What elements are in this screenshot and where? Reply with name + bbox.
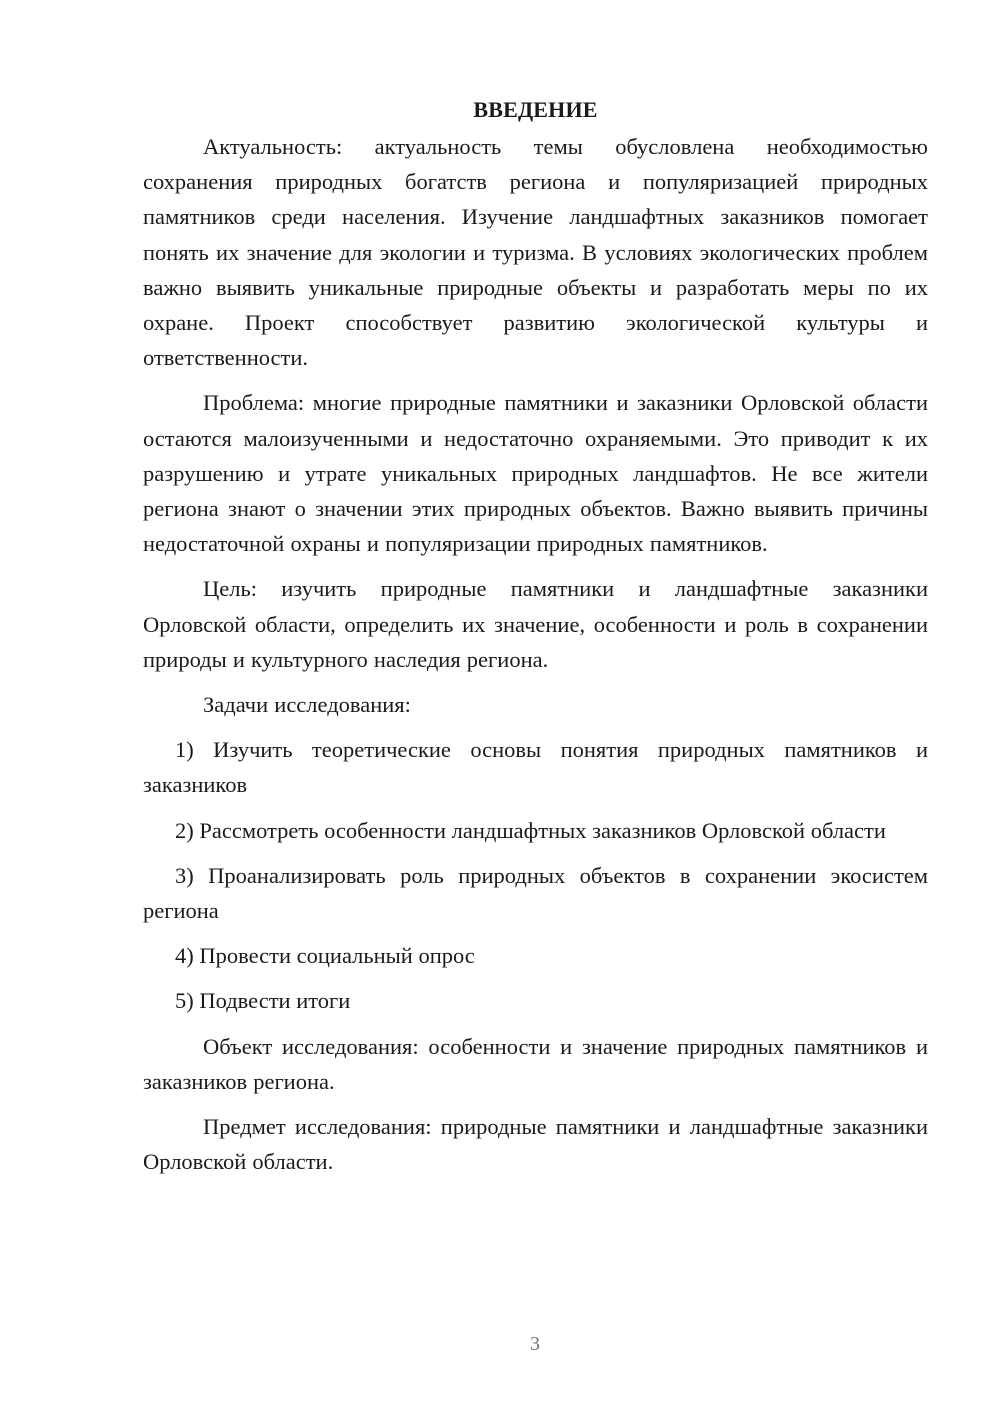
- list-item: 4) Провести социальный опрос: [175, 943, 475, 969]
- list-item: 1) Изучить теоретические основы понятия природных памятников и заказников: [143, 737, 928, 798]
- page-title: ВВЕДЕНИЕ: [473, 97, 598, 122]
- paragraph-tasks-heading: Задачи исследования:: [203, 692, 411, 718]
- paragraph-goal: Цель: изучить природные памятники и ландшафтные заказники Орловской области, определить их значение, особенности и роль в сохранении природы и культурного наследия региона.: [143, 576, 928, 672]
- tasks-list: [143, 732, 928, 1018]
- page-number: 3: [530, 1333, 540, 1355]
- document-page: [143, 92, 928, 1189]
- paragraph-problem: Проблема: многие природные памятники и заказники Орловской области остаются малоизученными и недостаточно охраняемыми. Это приводит к их разрушению и утрате уникальных природных ландшафтов. Не все жители региона знают о значении этих природных объектов. Важно выявить причины недостаточной охраны и популяризации природных памятников.: [143, 390, 928, 557]
- list-item: 5) Подвести итоги: [175, 988, 351, 1014]
- paragraph-relevance: Актуальность: актуальность темы обусловлена необходимостью сохранения природных богатств региона и популяризацией природных памятников среди населения. Изучение ландшафтных заказников помогает понять их значение для экологии и туризма. В условиях экологических проблем важно выявить уникальные природные объекты и разработать меры по их охране. Проект способствует развитию экологической культуры и ответственности.: [143, 134, 928, 371]
- list-item: 3) Проанализировать роль природных объектов в сохранении экосистем региона: [143, 862, 928, 924]
- paragraph-subject: Предмет исследования: природные памятники и ландшафтные заказники Орловской области.: [143, 1114, 928, 1175]
- list-item: 2) Рассмотреть особенности ландшафтных заказников Орловской области: [175, 817, 886, 843]
- paragraph-object: Объект исследования: особенности и значение природных памятников и заказников региона.: [143, 1033, 928, 1094]
